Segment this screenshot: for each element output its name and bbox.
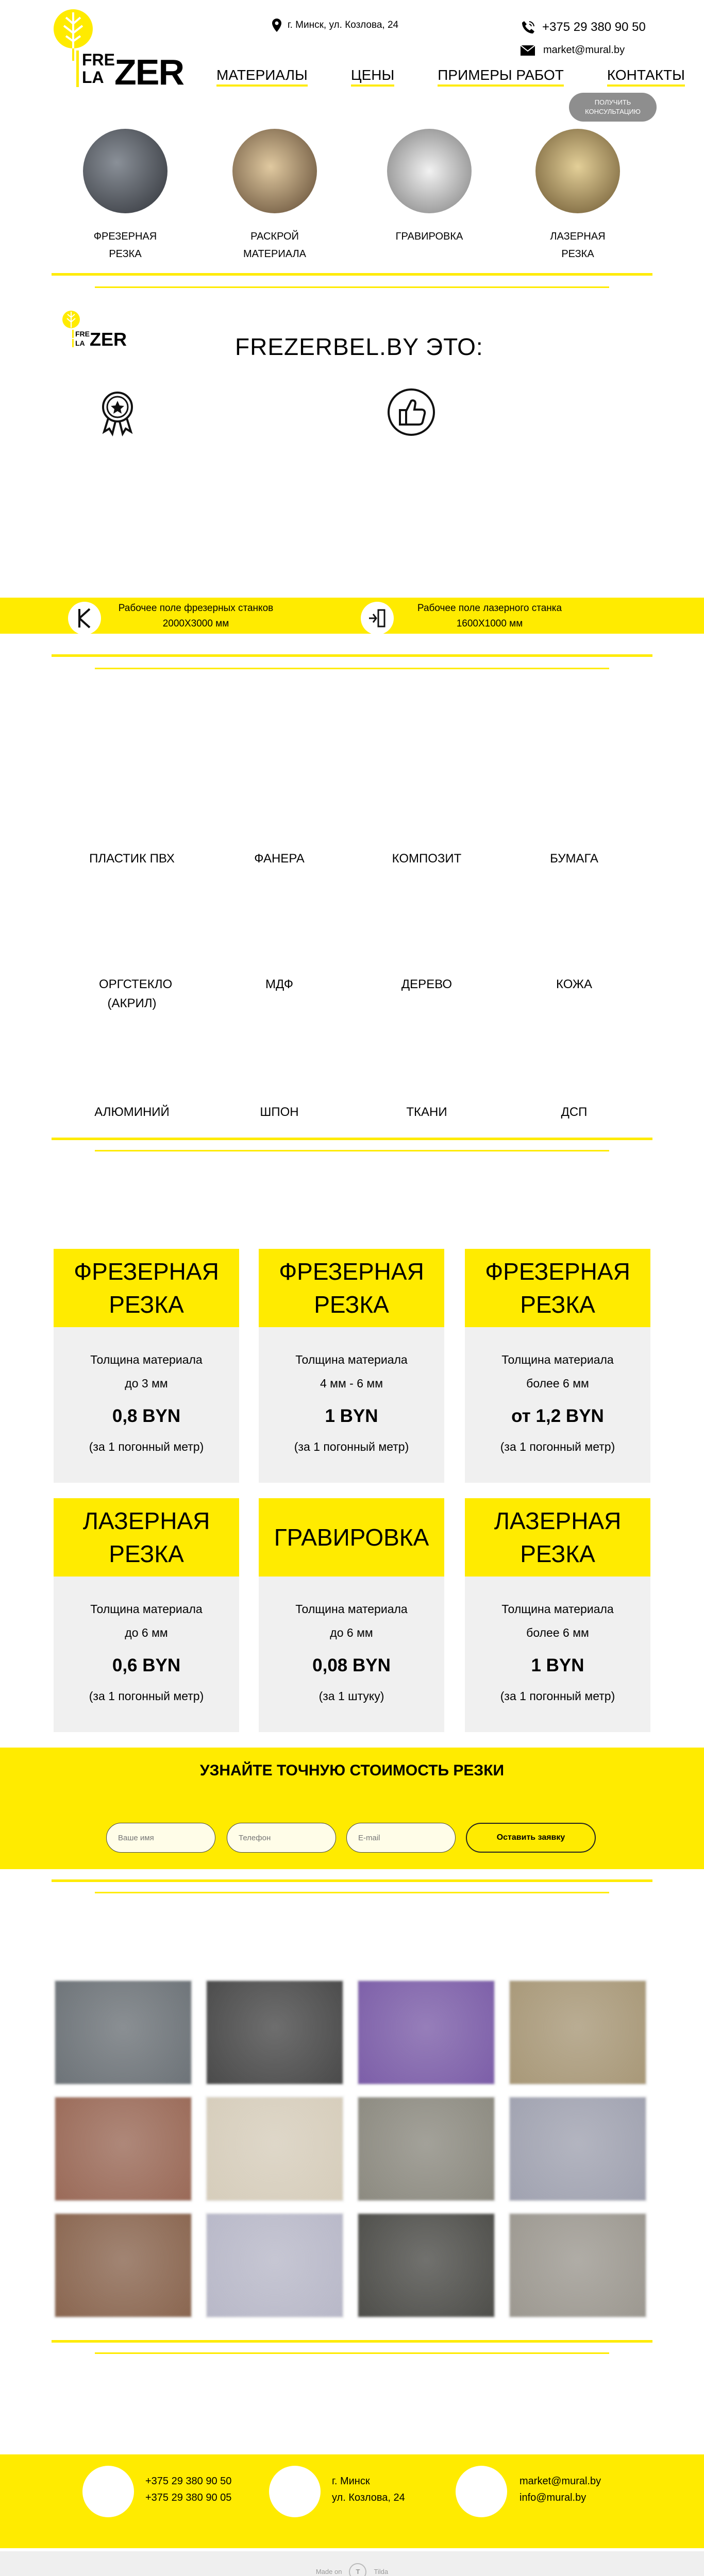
thickness-label: Толщина материала [501,1353,614,1366]
material-item[interactable]: ФАНЕРА [254,852,305,866]
footer-email-2[interactable]: info@mural.by [519,2492,586,2503]
gallery-photo[interactable] [54,2212,193,2318]
header-address [272,19,398,32]
price-value: 0,8 BYN [112,1406,181,1426]
nav-examples[interactable]: ПРИМЕРЫ РАБОТ [438,67,564,87]
about-logo-zer: ZER [90,329,127,350]
price-card [54,1249,239,1483]
service-label-1: ГРАВИРОВКА [395,231,463,242]
logo-text-la: LA [76,68,104,87]
material-item[interactable]: ОРГСТЕКЛО (АКРИЛ) [99,977,173,1011]
envelope-icon [521,45,535,56]
service-label-1: ФРЕЗЕРНАЯ [93,231,157,242]
gallery-photo[interactable] [508,2212,647,2318]
price-card-title: ФРЕЗЕРНАЯ РЕЗКА [259,1249,444,1327]
divider [95,2352,609,2354]
thumbs-up-icon [387,387,436,437]
footer-address-circle [269,2466,321,2517]
address-text: г. Минск, ул. Козлова, 24 [288,20,399,30]
price-card-title: ФРЕЗЕРНАЯ РЕЗКА [54,1249,239,1327]
thickness-range: более 6 мм [526,1377,589,1390]
consultation-button[interactable] [569,93,657,122]
gallery-photo[interactable] [54,1979,193,2086]
site-logo[interactable] [52,8,186,92]
header-phone[interactable] [521,20,646,35]
gallery-photo[interactable] [508,1979,647,2086]
price-value: 1 BYN [531,1655,584,1675]
service-cutting[interactable] [215,129,334,263]
gallery-photo[interactable] [205,2212,344,2318]
gallery-photo[interactable] [508,2096,647,2202]
footer-phone-1[interactable]: +375 29 380 90 50 [145,2476,232,2487]
price-card [465,1498,650,1732]
price-value: 0,08 BYN [312,1655,391,1675]
about-logo [61,309,133,355]
footer-emails[interactable] [519,2473,601,2506]
service-label-2: РЕЗКА [109,248,142,260]
divider [52,273,652,276]
price-card [259,1249,444,1483]
main-nav [216,67,685,87]
laser-workfield-label: Рабочее поле лазерного станка [417,603,562,614]
divider [52,2340,652,2343]
name-input[interactable] [106,1823,215,1853]
header-email[interactable] [521,44,625,56]
service-label-1: РАСКРОЙ [250,231,299,242]
consult-line-2: КОНСУЛЬТАЦИЮ [585,107,641,115]
nav-prices[interactable]: ЦЕНЫ [351,67,394,87]
thickness-label: Толщина материала [295,1353,408,1366]
price-card [259,1498,444,1732]
divider [95,668,609,669]
quote-form-title: УЗНАЙТЕ ТОЧНУЮ СТОИМОСТЬ РЕЗКИ [199,1762,505,1779]
phone-input[interactable] [227,1823,336,1853]
thickness-label: Толщина материала [90,1353,203,1366]
thickness-label: Толщина материала [501,1602,614,1616]
divider [95,1150,609,1151]
service-laser[interactable] [518,129,637,263]
footer-email-circle [456,2466,507,2517]
service-milling[interactable] [66,129,185,263]
divider [95,1892,609,1893]
thickness-label: Толщина материала [90,1602,203,1616]
gallery-photo[interactable] [205,1979,344,2086]
email-text[interactable]: market@mural.by [543,44,625,56]
milling-workfield-size: 2000Х3000 мм [162,618,229,630]
thickness-range: до 3 мм [125,1377,168,1390]
logo-text-zer: ZER [114,52,183,92]
thickness-range: более 6 мм [526,1626,589,1639]
divider [52,654,652,657]
footer-street: ул. Козлова, 24 [332,2492,405,2503]
phone-icon [521,20,536,35]
gallery-photo[interactable] [357,2096,496,2202]
laser-workfield-size: 1600Х1000 мм [456,618,523,630]
tilda-name: Tilda [374,2568,389,2575]
divider [95,286,609,288]
material-item[interactable]: БУМАГА [550,852,598,866]
tilda-logo-icon: T [349,2563,366,2576]
gallery-photo[interactable] [357,1979,496,2086]
workfield-band [0,598,704,634]
price-unit: (за 1 погонный метр) [89,1440,204,1453]
nav-materials[interactable]: МАТЕРИАЛЫ [216,67,308,87]
footer-phones[interactable] [145,2473,231,2506]
thickness-range: 4 мм - 6 мм [320,1377,383,1390]
material-item[interactable]: МДФ [265,977,293,991]
material-item[interactable]: ПЛАСТИК ПВХ [89,852,175,866]
price-card-title: ЛАЗЕРНАЯ РЕЗКА [465,1498,650,1577]
consult-line-1: ПОЛУЧИТЬ [594,98,631,106]
milling-machine-icon [68,602,101,635]
price-unit: (за 1 погонный метр) [500,1689,615,1703]
about-title: FREZERBEL.BY ЭТО: [235,333,483,360]
service-photo [535,129,620,213]
logo-text-fre: FRE [76,50,115,70]
email-input[interactable] [346,1823,456,1853]
phone-text[interactable]: +375 29 380 90 50 [542,20,646,34]
service-engraving[interactable] [370,129,489,245]
material-item[interactable]: ШПОН [260,1105,299,1119]
thickness-label: Толщина материала [295,1602,408,1616]
gallery-photo[interactable] [205,2096,344,2202]
award-medal-icon [93,387,142,437]
footer-email-1[interactable]: market@mural.by [519,2476,601,2487]
footer-city: г. Минск [332,2476,370,2487]
service-photo [83,129,167,213]
material-item[interactable]: ДСП [561,1105,588,1119]
price-card-title: ГРАВИРОВКА [259,1498,444,1577]
price-card [54,1498,239,1732]
nav-contacts[interactable]: КОНТАКТЫ [607,67,685,87]
material-item[interactable]: КОЖА [556,977,593,991]
divider [52,1138,652,1140]
service-photo [232,129,317,213]
price-value: 0,6 BYN [112,1655,181,1675]
gallery-photo[interactable] [357,2212,496,2318]
price-card [465,1249,650,1483]
price-value: от 1,2 BYN [511,1406,604,1426]
service-label-2: МАТЕРИАЛА [243,248,306,260]
price-card-title: ЛАЗЕРНАЯ РЕЗКА [54,1498,239,1577]
thickness-range: до 6 мм [125,1626,168,1639]
price-unit: (за 1 погонный метр) [294,1440,409,1453]
service-photo [387,129,472,213]
footer-phone-circle [82,2466,134,2517]
about-logo-la: LA [72,339,85,347]
material-item[interactable]: КОМПОЗИТ [392,852,462,866]
price-card-title: ФРЕЗЕРНАЯ РЕЗКА [465,1249,650,1327]
price-unit: (за 1 погонный метр) [500,1440,615,1453]
footer-phone-2[interactable]: +375 29 380 90 05 [145,2492,232,2503]
submit-request-button[interactable]: Оставить заявку [466,1823,596,1853]
price-unit: (за 1 погонный метр) [89,1689,204,1703]
laser-machine-icon [361,602,394,635]
service-label-1: ЛАЗЕРНАЯ [550,231,606,242]
divider [52,1879,652,1882]
service-label-2: РЕЗКА [561,248,594,260]
thickness-range: до 6 мм [330,1626,373,1639]
material-item[interactable]: АЛЮМИНИЙ [94,1105,170,1119]
tilda-badge[interactable] [0,2551,704,2576]
about-logo-fre: FRE [72,330,90,338]
price-unit: (за 1 штуку) [319,1689,384,1703]
material-item[interactable]: ДЕРЕВО [401,977,452,991]
laser-workfield [407,601,572,632]
gallery-photo[interactable] [54,2096,193,2202]
location-pin-icon [272,19,281,32]
milling-workfield [113,601,278,632]
material-item[interactable]: ТКАНИ [406,1105,447,1119]
made-on-text: Made on [315,2568,342,2575]
milling-workfield-label: Рабочее поле фрезерных станков [118,603,274,614]
footer-address [332,2473,405,2506]
price-value: 1 BYN [325,1406,378,1426]
